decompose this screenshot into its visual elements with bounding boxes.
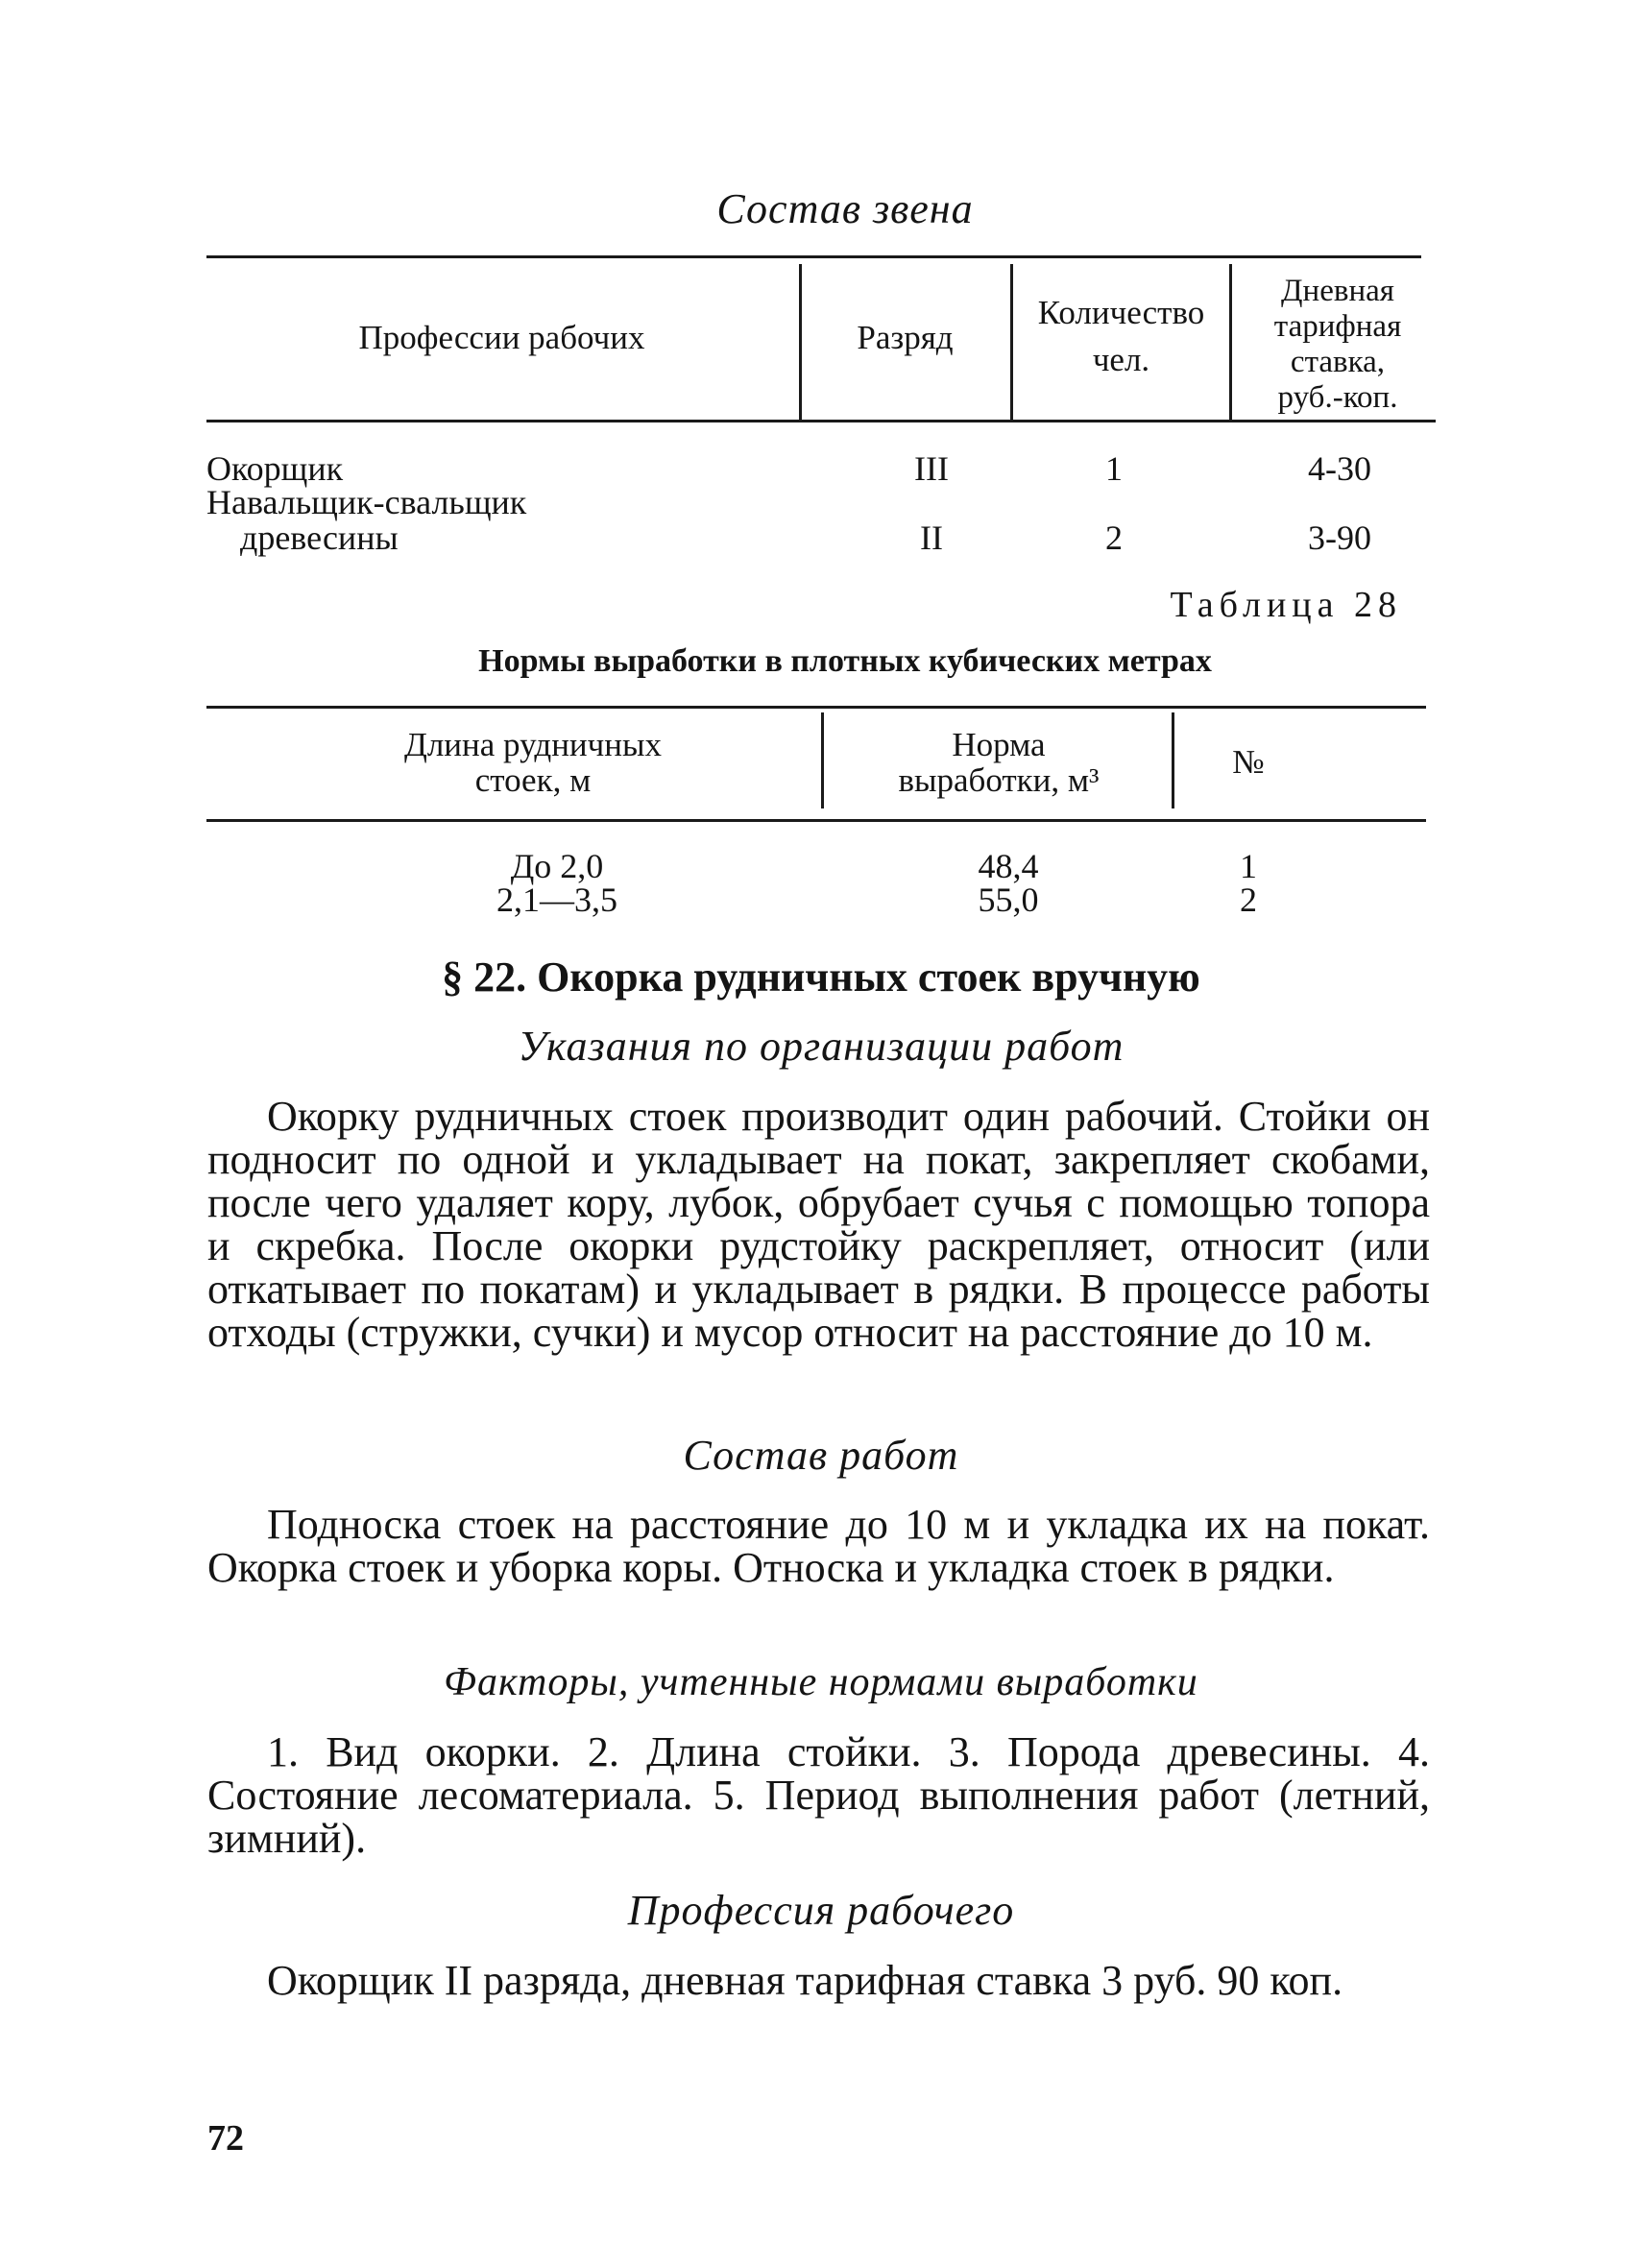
crew-header-rate bbox=[1237, 274, 1439, 416]
table28-header-length bbox=[250, 727, 816, 798]
table28-header-norm-line2: выработки, м³ bbox=[898, 761, 1100, 799]
crew-header-count-line2: чел. bbox=[1092, 341, 1150, 378]
table28-top-rule bbox=[206, 706, 1426, 709]
crew-row-1-grade: III bbox=[914, 449, 949, 488]
table28-divider-2 bbox=[1172, 712, 1174, 808]
crew-row-1-count: 1 bbox=[1105, 449, 1123, 488]
crew-header-grade: Разряд bbox=[857, 319, 954, 356]
crew-row-1-profession: Окорщик bbox=[206, 449, 344, 488]
table28-row-1-norm: 48,4 bbox=[978, 847, 1039, 885]
work-paragraph: Подноска стоек на расстояние до 10 м и укладка их на покат. Окорка стоек и уборка коры. Относка и укладка стоек в рядки. bbox=[207, 1501, 1430, 1591]
crew-header-count-line1: Количество bbox=[1037, 294, 1205, 331]
crew-row-2-count: 2 bbox=[1105, 519, 1123, 557]
table28-header-norm bbox=[831, 727, 1167, 798]
crew-header-rate-line1: Дневная bbox=[1281, 274, 1394, 308]
crew-header-rate-line2: тарифная bbox=[1273, 309, 1402, 344]
crew-row-2-grade: II bbox=[920, 519, 943, 557]
crew-row-2-profession-line2: древесины bbox=[240, 519, 399, 557]
crew-row-2-rate: 3-90 bbox=[1308, 519, 1371, 557]
crew-title: Состав звена bbox=[716, 185, 974, 232]
table28-header-norm-line1: Норма bbox=[952, 726, 1046, 763]
crew-table-divider-3 bbox=[1229, 264, 1232, 420]
table28-header-number: № bbox=[1232, 743, 1265, 781]
crew-table-divider-1 bbox=[799, 264, 802, 420]
table28-header-rule bbox=[206, 819, 1426, 822]
factors-paragraph: 1. Вид окорки. 2. Длина стойки. 3. Порода древесины. 4. Состояние лесоматериала. 5. Период выполнения работ (летний, зимний). bbox=[207, 1728, 1430, 1862]
crew-table-top-rule bbox=[206, 255, 1421, 258]
table28-row-2-number: 2 bbox=[1240, 881, 1257, 919]
crew-row-1-rate: 4-30 bbox=[1308, 449, 1371, 488]
table28-header-length-line1: Длина рудничных bbox=[403, 726, 663, 763]
factors-heading: Факторы, учтенные нормами выработки bbox=[444, 1660, 1198, 1704]
org-heading: Указания по организации работ bbox=[518, 1023, 1125, 1070]
table28-header-length-line2: стоек, м bbox=[474, 761, 592, 799]
table28-divider-1 bbox=[821, 712, 824, 808]
crew-header-profession: Профессии рабочих bbox=[358, 319, 645, 356]
table28-title: Нормы выработки в плотных кубических метрах bbox=[478, 643, 1212, 679]
table28-label: Таблица 28 bbox=[1170, 585, 1402, 625]
page-number: 72 bbox=[207, 2118, 244, 2159]
crew-header-rate-line4: руб.-коп. bbox=[1277, 380, 1398, 415]
table28-row-1-number: 1 bbox=[1240, 847, 1257, 885]
crew-header-rate-line3: ставка, bbox=[1290, 345, 1386, 379]
table28-row-2-length: 2,1—3,5 bbox=[496, 881, 617, 919]
crew-header-count bbox=[1018, 295, 1224, 377]
work-heading: Состав работ bbox=[683, 1432, 959, 1479]
org-paragraph: Окорку рудничных стоек производит один рабочий. Стойки он подносит по одной и укладывает на покат, закрепляет скобами, после чего удаляет кору, лубок, обрубает сучья с помощью топора и скребка. После окорки рудстойку раскрепляет, относит (или откатывает по покатам) и укладывает в рядки. В процессе работы отходы (стружки, сучки) и мусор относит на расстояние до 10 м. bbox=[207, 1093, 1430, 1356]
crew-table-divider-2 bbox=[1010, 264, 1013, 420]
profession-paragraph: Окорщик II разряда, дневная тарифная ставка 3 руб. 90 коп. bbox=[267, 1957, 1343, 2004]
profession-heading: Профессия рабочего bbox=[627, 1887, 1015, 1934]
table28-row-1-length: До 2,0 bbox=[510, 847, 604, 885]
table28-row-2-norm: 55,0 bbox=[978, 881, 1039, 919]
section-title: § 22. Окорка рудничных стоек вручную bbox=[442, 953, 1200, 1001]
crew-row-2-profession-line1: Навальщик-свальщик bbox=[206, 483, 527, 521]
crew-table-header-rule bbox=[206, 420, 1436, 422]
